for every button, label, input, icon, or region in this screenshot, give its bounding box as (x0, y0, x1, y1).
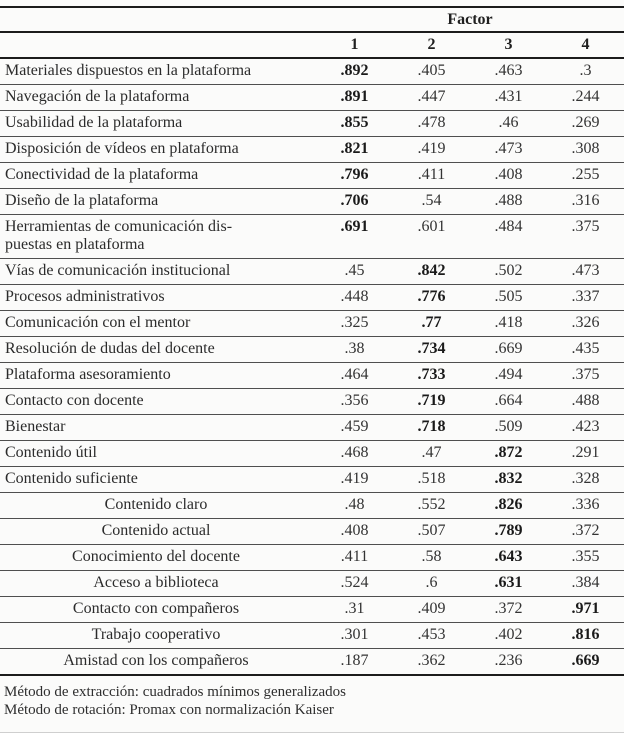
factor-loading-value: .372 (547, 519, 624, 545)
factor-loading-value: .488 (470, 189, 547, 215)
factor-loading-value: .463 (470, 58, 547, 85)
factor-loading-value: .524 (316, 571, 393, 597)
table-row (0, 597, 624, 623)
factor-loading-value: .459 (316, 415, 393, 441)
factor-loading-value: .473 (470, 137, 547, 163)
factor-loading-value: .38 (316, 337, 393, 363)
factor-loading-value: .402 (470, 623, 547, 649)
factor-loading-value: .691 (316, 215, 393, 259)
corner-empty-cell (0, 7, 316, 32)
factor-loading-value: .356 (316, 389, 393, 415)
factor-group-header-row (0, 7, 624, 32)
factor-loading-value: .423 (547, 415, 624, 441)
table-row (0, 649, 624, 676)
factor-loading-value: .669 (470, 337, 547, 363)
factor-loading-value: .3 (547, 58, 624, 85)
row-label: Diseño de la plataforma (0, 189, 316, 215)
row-label: Acceso a biblioteca (0, 571, 316, 597)
factor-loading-value: .408 (316, 519, 393, 545)
table-row (0, 285, 624, 311)
factor-loading-value: .431 (470, 85, 547, 111)
factor-loading-value: .453 (393, 623, 470, 649)
factor-loadings-table (0, 6, 624, 676)
row-label: Contenido claro (0, 493, 316, 519)
factor-loading-value: .45 (316, 259, 393, 285)
factor-loading-value: .77 (393, 311, 470, 337)
factor-loading-value: .54 (393, 189, 470, 215)
factor-loading-value: .6 (393, 571, 470, 597)
factor-loading-value: .418 (470, 311, 547, 337)
rotation-method-note: Método de rotación: Promax con normalización Kaiser (4, 702, 334, 718)
factor-loading-value: .468 (316, 441, 393, 467)
factor-loading-value: .776 (393, 285, 470, 311)
table-row (0, 389, 624, 415)
factor-loading-value: .733 (393, 363, 470, 389)
factor-column-header: 2 (393, 32, 470, 58)
factor-loading-value: .419 (316, 467, 393, 493)
table-row (0, 189, 624, 215)
factor-loading-value: .832 (470, 467, 547, 493)
factor-loading-value: .719 (393, 389, 470, 415)
table-row (0, 363, 624, 389)
factor-loading-value: .48 (316, 493, 393, 519)
factor-loading-value: .664 (470, 389, 547, 415)
row-label: Contenido actual (0, 519, 316, 545)
row-label: Usabilidad de la plataforma (0, 111, 316, 137)
factor-loading-value: .336 (547, 493, 624, 519)
table-row (0, 163, 624, 189)
factor-column-header: 3 (470, 32, 547, 58)
factor-loading-value: .821 (316, 137, 393, 163)
factor-loading-value: .601 (393, 215, 470, 259)
row-label: Disposición de vídeos en plataforma (0, 137, 316, 163)
factor-loading-value: .464 (316, 363, 393, 389)
row-label: Contacto con compañeros (0, 597, 316, 623)
factor-loading-value: .488 (547, 389, 624, 415)
table-footnotes (0, 683, 624, 719)
factor-loading-value: .478 (393, 111, 470, 137)
table-row (0, 311, 624, 337)
factor-loading-value: .484 (470, 215, 547, 259)
factor-loading-value: .509 (470, 415, 547, 441)
factor-loading-value: .316 (547, 189, 624, 215)
table-row (0, 571, 624, 597)
factor-loading-value: .47 (393, 441, 470, 467)
factor-loading-value: .244 (547, 85, 624, 111)
factor-column-header: 1 (316, 32, 393, 58)
factor-loading-value: .552 (393, 493, 470, 519)
row-label: Herramientas de comunicación dis- puestas en plataforma (0, 215, 316, 259)
factor-loading-value: .473 (547, 259, 624, 285)
factor-loading-value: .291 (547, 441, 624, 467)
row-label: Conectividad de la plataforma (0, 163, 316, 189)
factor-loading-value: .494 (470, 363, 547, 389)
row-label: Materiales dispuestos en la plataforma (0, 58, 316, 85)
table-row (0, 441, 624, 467)
table-row (0, 337, 624, 363)
row-label: Contenido suficiente (0, 467, 316, 493)
factor-loading-value: .269 (547, 111, 624, 137)
label-column-header-empty (0, 32, 316, 58)
factor-loading-value: .46 (470, 111, 547, 137)
row-label: Resolución de dudas del docente (0, 337, 316, 363)
factor-loading-value: .308 (547, 137, 624, 163)
factor-loading-value: .447 (393, 85, 470, 111)
factor-loading-value: .448 (316, 285, 393, 311)
factor-loading-value: .355 (547, 545, 624, 571)
row-label: Contacto con docente (0, 389, 316, 415)
factor-loading-value: .325 (316, 311, 393, 337)
factor-loading-value: .891 (316, 85, 393, 111)
table-row (0, 259, 624, 285)
factor-loading-value: .255 (547, 163, 624, 189)
factor-loading-value: .236 (470, 649, 547, 676)
factor-loading-value: .507 (393, 519, 470, 545)
factor-loading-value: .643 (470, 545, 547, 571)
row-label: Procesos administrativos (0, 285, 316, 311)
row-label: Amistad con los compañeros (0, 649, 316, 676)
factor-loading-value: .631 (470, 571, 547, 597)
factor-loading-value: .405 (393, 58, 470, 85)
factor-loading-value: .411 (316, 545, 393, 571)
table-row (0, 545, 624, 571)
table-row (0, 519, 624, 545)
factor-loading-value: .372 (470, 597, 547, 623)
factor-loading-value: .301 (316, 623, 393, 649)
extraction-method-note: Método de extracción: cuadrados mínimos generalizados (4, 684, 346, 700)
row-label: Trabajo cooperativo (0, 623, 316, 649)
factor-loading-value: .826 (470, 493, 547, 519)
factor-loading-value: .435 (547, 337, 624, 363)
factor-loading-value: .31 (316, 597, 393, 623)
factor-loading-value: .375 (547, 215, 624, 259)
factor-loading-value: .502 (470, 259, 547, 285)
row-label: Contenido útil (0, 441, 316, 467)
factor-loading-value: .734 (393, 337, 470, 363)
factor-group-header: Factor (316, 7, 624, 32)
table-row (0, 137, 624, 163)
row-label: Navegación de la plataforma (0, 85, 316, 111)
factor-loading-value: .328 (547, 467, 624, 493)
row-label: Comunicación con el mentor (0, 311, 316, 337)
factor-column-header: 4 (547, 32, 624, 58)
table-row (0, 493, 624, 519)
factor-loading-value: .419 (393, 137, 470, 163)
table-row (0, 85, 624, 111)
factor-loading-value: .706 (316, 189, 393, 215)
factor-loading-value: .411 (393, 163, 470, 189)
factor-loading-value: .971 (547, 597, 624, 623)
factor-loading-value: .505 (470, 285, 547, 311)
factor-loading-value: .187 (316, 649, 393, 676)
table-row (0, 623, 624, 649)
factor-loading-value: .408 (470, 163, 547, 189)
factor-loading-value: .384 (547, 571, 624, 597)
factor-loading-value: .855 (316, 111, 393, 137)
row-label: Vías de comunicación institucional (0, 259, 316, 285)
row-label: Conocimiento del docente (0, 545, 316, 571)
table-row (0, 415, 624, 441)
factor-loading-value: .796 (316, 163, 393, 189)
factor-loading-value: .337 (547, 285, 624, 311)
factor-loading-value: .58 (393, 545, 470, 571)
factor-loading-value: .326 (547, 311, 624, 337)
column-header-row (0, 32, 624, 58)
table-row (0, 467, 624, 493)
row-label: Bienestar (0, 415, 316, 441)
row-label: Plataforma asesoramiento (0, 363, 316, 389)
factor-loading-value: .669 (547, 649, 624, 676)
factor-loading-value: .842 (393, 259, 470, 285)
factor-loading-value: .409 (393, 597, 470, 623)
factor-loading-value: .375 (547, 363, 624, 389)
table-row (0, 58, 624, 85)
factor-loading-value: .789 (470, 519, 547, 545)
factor-loading-value: .718 (393, 415, 470, 441)
factor-loading-value: .872 (470, 441, 547, 467)
factor-loading-value: .892 (316, 58, 393, 85)
table-row (0, 215, 624, 259)
factor-loading-value: .518 (393, 467, 470, 493)
factor-loading-value: .362 (393, 649, 470, 676)
table-row (0, 111, 624, 137)
factor-loading-value: .816 (547, 623, 624, 649)
